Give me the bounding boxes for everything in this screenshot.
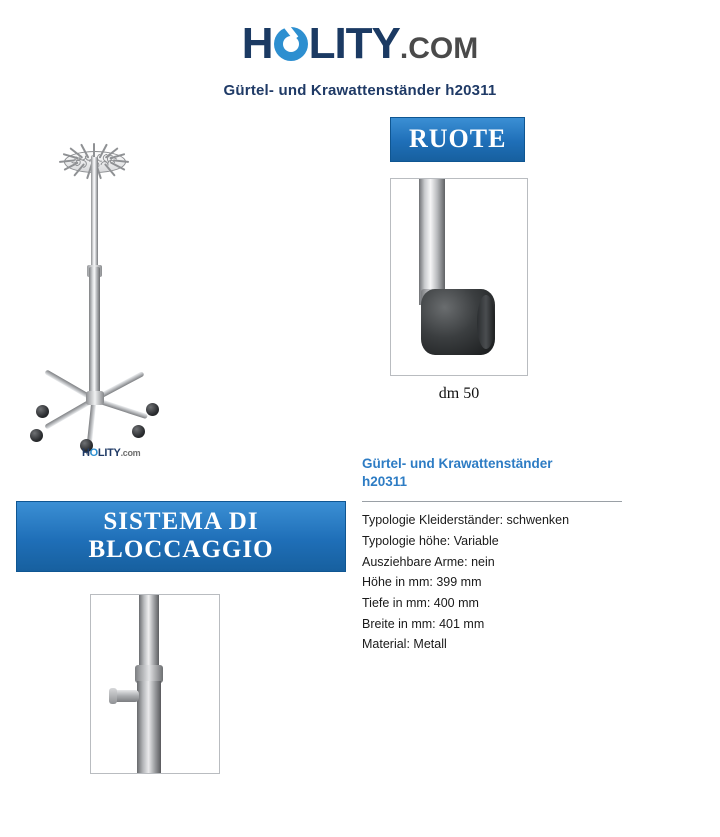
spec-list xyxy=(362,510,692,654)
list-item: Typologie Kleiderständer: schwenken xyxy=(362,513,570,528)
wheel-caption: dm 50 xyxy=(438,385,480,402)
site-logo xyxy=(0,0,720,66)
list-item: Tiefe in mm: 400 mm xyxy=(362,595,479,610)
page-title: Gürtel- und Krawattenständer h20311 xyxy=(223,82,497,99)
logo-o-icon xyxy=(274,27,308,61)
list-item: Breite in mm: 401 mm xyxy=(362,616,485,631)
logo-h-letter: H xyxy=(241,19,273,68)
wheel-image xyxy=(390,178,528,376)
list-item: Material: Metall xyxy=(362,637,447,652)
image-watermark: HOLITY.com xyxy=(82,447,141,459)
stand-base xyxy=(28,389,164,447)
list-item: Höhe in mm: 399 mm xyxy=(362,575,482,590)
logo-text: LITY xyxy=(308,19,400,68)
lock-system-section xyxy=(0,501,350,774)
left-column xyxy=(0,117,350,774)
list-item: Typologie höhe: Variable xyxy=(362,534,499,549)
list-item: Ausziehbare Arme: nein xyxy=(362,554,495,569)
main-product-image xyxy=(6,117,336,459)
wheel-section xyxy=(362,117,712,403)
content-area xyxy=(0,117,720,817)
specifications-panel xyxy=(362,455,692,655)
lock-system-image xyxy=(90,594,220,774)
spec-divider xyxy=(362,501,622,502)
wheel-banner: RUOTE xyxy=(390,117,525,162)
stand-lower-pole xyxy=(89,267,100,397)
holity-logo xyxy=(241,19,479,68)
spec-title xyxy=(362,455,692,491)
spec-title-line2: h20311 xyxy=(362,474,408,490)
logo-dotcom: .COM xyxy=(399,32,479,65)
lock-system-banner: SISTEMA DI BLOCCAGGIO xyxy=(16,501,346,572)
spec-title-line1: Gürtel- und Krawattenständer xyxy=(362,456,553,471)
right-column xyxy=(362,117,712,655)
